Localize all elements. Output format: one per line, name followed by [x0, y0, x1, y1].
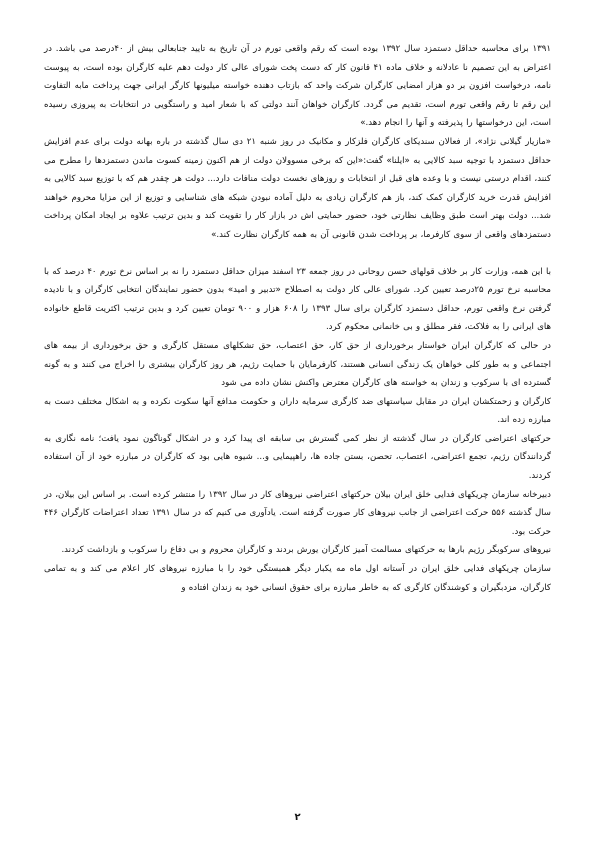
paragraph-protest-forms: حرکتهای اعتراضی کارگران در سال گذشته از نظر کمی گسترش بی سابقه ای پیدا کرد و در اشکال گوناگون نمود یافت؛ نامه نگاری به گردانندگان رژیم، تجمع اعتراضی، اعتصاب، تحصن، بستن جاده ها، راهپیمایی و... شیوه هایی بود که کارگران در مبارزه خود از آن استفاده کردند.: [44, 433, 551, 482]
paragraph-wage-calculation: ۱۳۹۱ برای محاسبه حداقل دستمزد سال ۱۳۹۲ بوده است که رقم واقعی تورم در آن تاریخ به تایید جنابعالی بیش از ۴۰درصد می باشد. در اعتراض به این تصمیم نا عادلانه و خلاف ماده ۴۱ قانون کار که دست پخت شورای عالی کار دولت دهم علیه کارگران بوده است، به پیوست نامه، درخواست افزون بر دو هزار امضایی کارگران شرکت واحد که بازتاب دهنده خواسته میلیونها کارگر ایرانی جهت پرداخت مابه التفاوت این رقم تا رقم واقعی تورم است، تقدیم می گردد. کارگران خواهان آنند دولتی که با شعار امید و راستگویی در انتخابات به پیروزی رسیده است، این درخواستها را پذیرفته و آنها را انجام دهد.»: [44, 44, 551, 129]
paragraph-workers-struggle: کارگران و زحمتکشان ایران در مقابل سیاستهای ضد کارگری سرمایه داران و حکومت مدافع آنها سکوت نکرده و به اشکال مختلف دست به مبارزه زده اند.: [44, 396, 551, 426]
paragraph-protest-statistics: دبیرخانه سازمان چریکهای فدایی خلق ایران بیلان حرکتهای اعتراضی نیروهای کار در سال ۱۳۹۲ را منتشر کرده است. بر اساس این بیلان، در سال گذشته ۵۵۶ حرکت اعتراضی از جانب نیروهای کار صورت گرفته است. یادآوری می کنیم که در سال ۱۳۹۱ تعداد اعتراضات کارگران ۴۴۶ حرکت بود.: [44, 489, 552, 537]
page-body: [44, 40, 551, 597]
paragraph-gilani-nejad-quote: «مازیار گیلانی نژاد»، از فعالان سندیکای کارگران فلزکار و مکانیک در روز شنبه ۲۱ دی سال گذشته در باره بهانه دولت برای عدم افزایش حداقل دستمزد با توجیه سبد کالایی به «ایلنا» گفت:«این که برخی مسوولان دولت از هم اکنون زمینه کسوت ماندن دستمزدها را مطرح می کنند، اقدام درستی نیست و با وعده های قبل از انتخابات و روزهای نخست دولت منافات دارد... دولت هر چقدر هم که با توزیع سبد کالایی به افزایش قدرت خرید کارگران کمک کند، باز هم کارگران زیادی به دلیل آماده نبودن شبکه های شناسایی و توزیع از این مزایا محروم خواهند شد... دولت بهتر است طبق وظایف نظارتی خود، حضور حمایتی اش در بازار کار را تقویت کند و بدین ترتیب علاوه بر ایجاد امکان پرداخت دستمزدهای واقعی از سوی کارفرما، بر پرداخت شدن قانونی آن به همه کارگران نظارت کند.»: [44, 136, 551, 240]
paragraph-ministry-decision: با این همه، وزارت کار بر خلاف قولهای حسن روحانی در روز جمعه ۲۳ اسفند میزان حداقل دستمزد را نه بر اساس نرخ تورم ۴۰ درصد که با محاسبه نرخ تورم ۲۵درصد تعیین کرد. شورای عالی کار دولت به اصطلاح «تدبیر و امید» بدون حضور نمایندگان انتخابی کارگران و با نادیده گرفتن نرخ واقعی تورم، حداقل دستمزد کارگران برای سال ۱۳۹۳ را ۶۰۸ هزار و ۹۰۰ تومان تعیین کرد و بدین ترتیب اکثریت قاطع خانواده های ایرانی را به فلاکت، فقر مطلق و بی خانمانی محکوم کرد.: [44, 266, 551, 333]
page-number: ۲: [294, 812, 301, 823]
paragraph-may-day-solidarity: سازمان چریکهای فدایی خلق ایران در آستانه اول ماه مه یکبار دیگر همبستگی خود را با مبارزه نیروهای کار اعلام می کند و به تمامی کارگران، مزدبگیران و کوشندگان کارگری که به خاطر مبارزه برای حقوق انسانی خود به زندان افتاده و: [44, 564, 551, 593]
paragraph-repression: نیروهای سرکوبگر رژیم بارها به حرکتهای مسالمت آمیز کارگران یورش بردند و کارگران محروم و بی دفاع را سرکوب و بازداشت کردند.: [61, 545, 551, 556]
paragraph-workers-demands: در حالی که کارگران ایران خواستار برخورداری از حق کار، حق اعتصاب، حق تشکلهای مستقل کارگری و حق برخورداری از بیمه های اجتماعی و به طور کلی خواهان یک زندگی انسانی هستند، کارفرمایان با حمایت رژیم، هر روز کارگران بیشتری را اخراج می کنند و به گونه گسترده ای با سرکوب و زندان به خواسته های کارگران معترض واکنش نشان داده می شود: [44, 340, 551, 389]
